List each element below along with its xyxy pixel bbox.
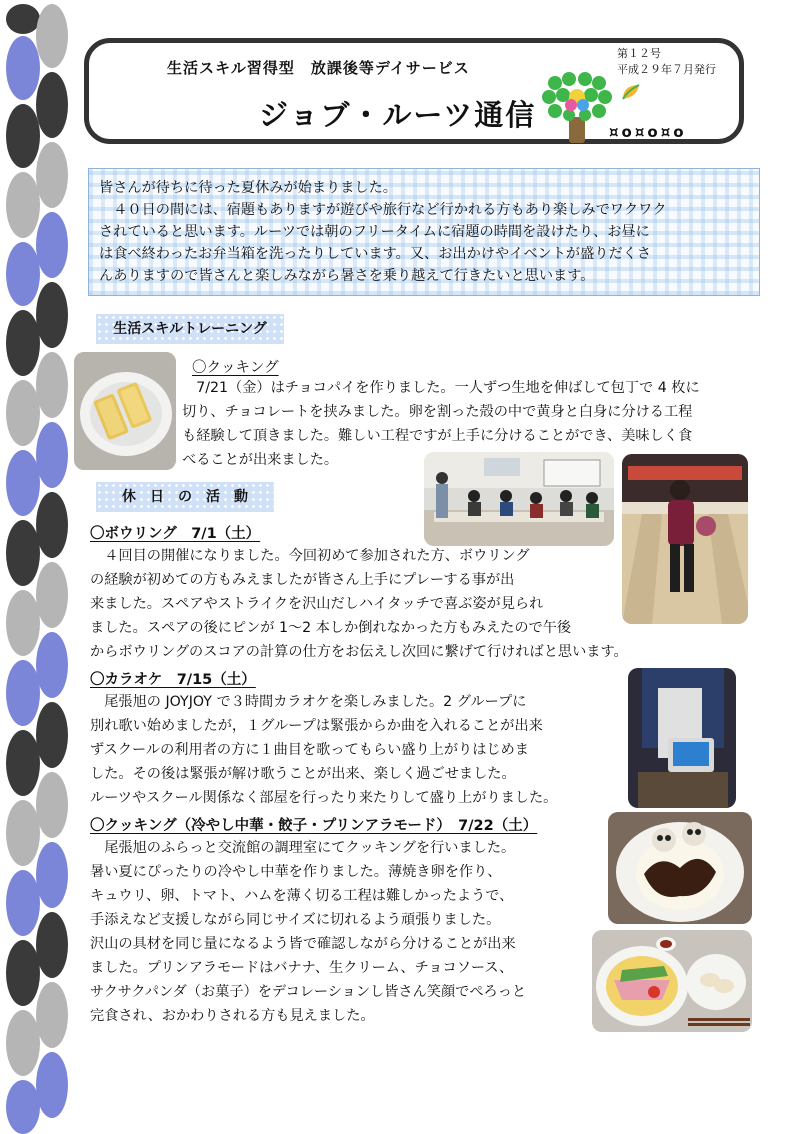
border-dot [6,870,40,936]
border-dot [36,212,68,278]
skill-cooking-heading: 〇クッキング [192,360,279,376]
bowling-line: ４回目の開催になりました。今回初めて参加された方、ボウリング [90,548,530,564]
bowling-photo [622,454,748,624]
karaoke-line: ルーツやスクール関係なく部屋を行ったり来たりして盛り上がりました。 [90,790,558,806]
karaoke-line: した。その後は緊張が解け歌うことが出来、楽しく過ごせました。 [90,766,516,782]
bowling-line: からボウリングのスコアの計算の仕方をお伝えし次回に繋げて行ければと思います。 [90,644,628,660]
cooking-event-line: サクサクパンダ（お菓子）をデコレーションし皆さん笑顔でぺろっと [90,984,527,1000]
pudding-a-la-mode-photo [608,812,752,924]
intro-line: は食べ終わったお弁当箱を洗ったりしています。又、お出かけやイベントが盛りだくさ [99,246,652,262]
bowling-line: の経験が初めての方もみえましたが皆さん上手にプレーする事が出 [90,572,515,588]
intro-line: されていると思います。ルーツでは朝のフリータイムに宿題の時間を設けたり、お昼に [99,224,650,240]
cooking-event-line: ました。プリンアラモードはバナナ、生クリーム、チョコソース、 [90,960,514,976]
border-dot [6,520,40,586]
border-dot [6,172,40,238]
issue-number: 第１２号 [617,47,661,60]
header-subtitle: 生活スキル習得型 放課後等デイサービス [167,59,470,77]
border-dot [6,104,40,168]
intro-line: 皆さんが待ちに待った夏休みが始まりました。 [99,180,397,196]
karaoke-photo [628,668,736,808]
newsletter-header [84,38,744,144]
border-dot [36,912,68,978]
border-dot [6,450,40,516]
border-dot [36,632,68,698]
skill-cooking-line: 切り、チョコレートを挟みました。卵を割った殻の中で黄身と白身に分ける工程 [182,404,693,420]
intro-box [88,168,760,296]
cooking-event-line: 手添えなど支援しながら同じサイズに切れるよう頑張りました。 [90,912,501,928]
border-dot [36,492,68,558]
border-dot [6,800,40,866]
issue-date: 平成２９年７月発行 [617,63,716,76]
intro-line: んありますので皆さんと楽しみながら暑さを乗り越えて行きたいと思います。 [99,268,595,284]
skill-cooking-line: 7/21（金）はチョコパイを作りました。一人ずつ生地を伸ばして包丁で 4 枚に [182,380,700,396]
border-dot [6,730,40,796]
border-dot [6,380,40,446]
cooking-event-line: 尾張旭のふらっと交流館の調理室にてクッキングを行いました。 [90,840,516,856]
border-dot [36,842,68,908]
karaoke-line: 尾張旭の JOYJOY で３時間カラオケを楽しみました。2 グループに [90,694,527,710]
section-tag-skill-training: 生活スキルトレーニング [96,314,284,344]
border-dot [36,72,68,138]
border-dot [6,4,40,34]
classroom-photo [424,452,614,546]
border-dot [6,1080,40,1134]
newsletter-title: ジョブ・ルーツ通信 [259,98,537,132]
border-dot [36,282,68,348]
border-dot [6,1010,40,1076]
border-dot [6,242,40,306]
chocolate-pie-photo [74,352,176,470]
cooking-event-line: キュウリ、卵、トマト、ハムを薄く切る工程は難しかったようで、 [90,888,514,904]
border-dot [36,562,68,628]
border-dot [6,590,40,656]
border-dot [36,142,68,208]
border-dot [6,940,40,1006]
border-dot [36,772,68,838]
cooking-event-line: 完食され、おかわりされる方も見えました。 [90,1008,375,1024]
bowling-line: ました。スペアの後にピンが 1～2 本しか倒れなかった方もみえたので午後 [90,620,572,636]
border-dot [36,1052,68,1118]
skill-cooking-line: べることが出来ました。 [182,452,339,468]
rainbow-leaf-icon [621,83,641,101]
border-dot [6,660,40,726]
border-dot [36,4,68,68]
heart-tree-logo [541,71,613,145]
karaoke-line: 別れ歌い始めましたが，１グループは緊張からか曲を入れることが出来 [90,718,543,734]
border-dot [6,36,40,100]
karaoke-line: ずスクールの利用者の方に１曲目を歌ってもらい盛り上がりはじめま [90,742,529,758]
karaoke-heading: 〇カラオケ 7/15（土） [90,672,256,688]
intro-line: ４０日の間には、宿題もありますが遊びや旅行など行かれる方もあり楽しみでワクワク [99,202,667,218]
header-decoration: ¤o¤o¤o [609,123,687,141]
border-dot [36,352,68,418]
skill-cooking-line: も経験して頂きました。難しい工程ですが上手に分けることができ、美味しく食 [182,428,693,444]
border-dot [6,310,40,376]
section-tag-holiday: 休 日 の 活 動 [96,482,274,512]
cooking-event-heading: 〇クッキング（冷やし中華・餃子・プリンアラモード） 7/22（土） [90,818,538,834]
cooking-event-line: 沢山の具材を同じ量になるよう皆で確認しながら分けることが出来 [90,936,516,952]
border-dot [36,422,68,488]
hiyashi-chuka-photo [592,930,752,1032]
cooking-event-line: 暑い夏にぴったりの冷やし中華を作りました。薄焼き卵を作り、 [90,864,502,880]
bowling-line: 来ました。スペアやストライクを沢山だしハイタッチで喜ぶ姿が見られ [90,596,544,612]
dot-border [0,0,70,1131]
bowling-heading: 〇ボウリング 7/1（土） [90,526,261,542]
border-dot [36,982,68,1048]
border-dot [36,702,68,768]
